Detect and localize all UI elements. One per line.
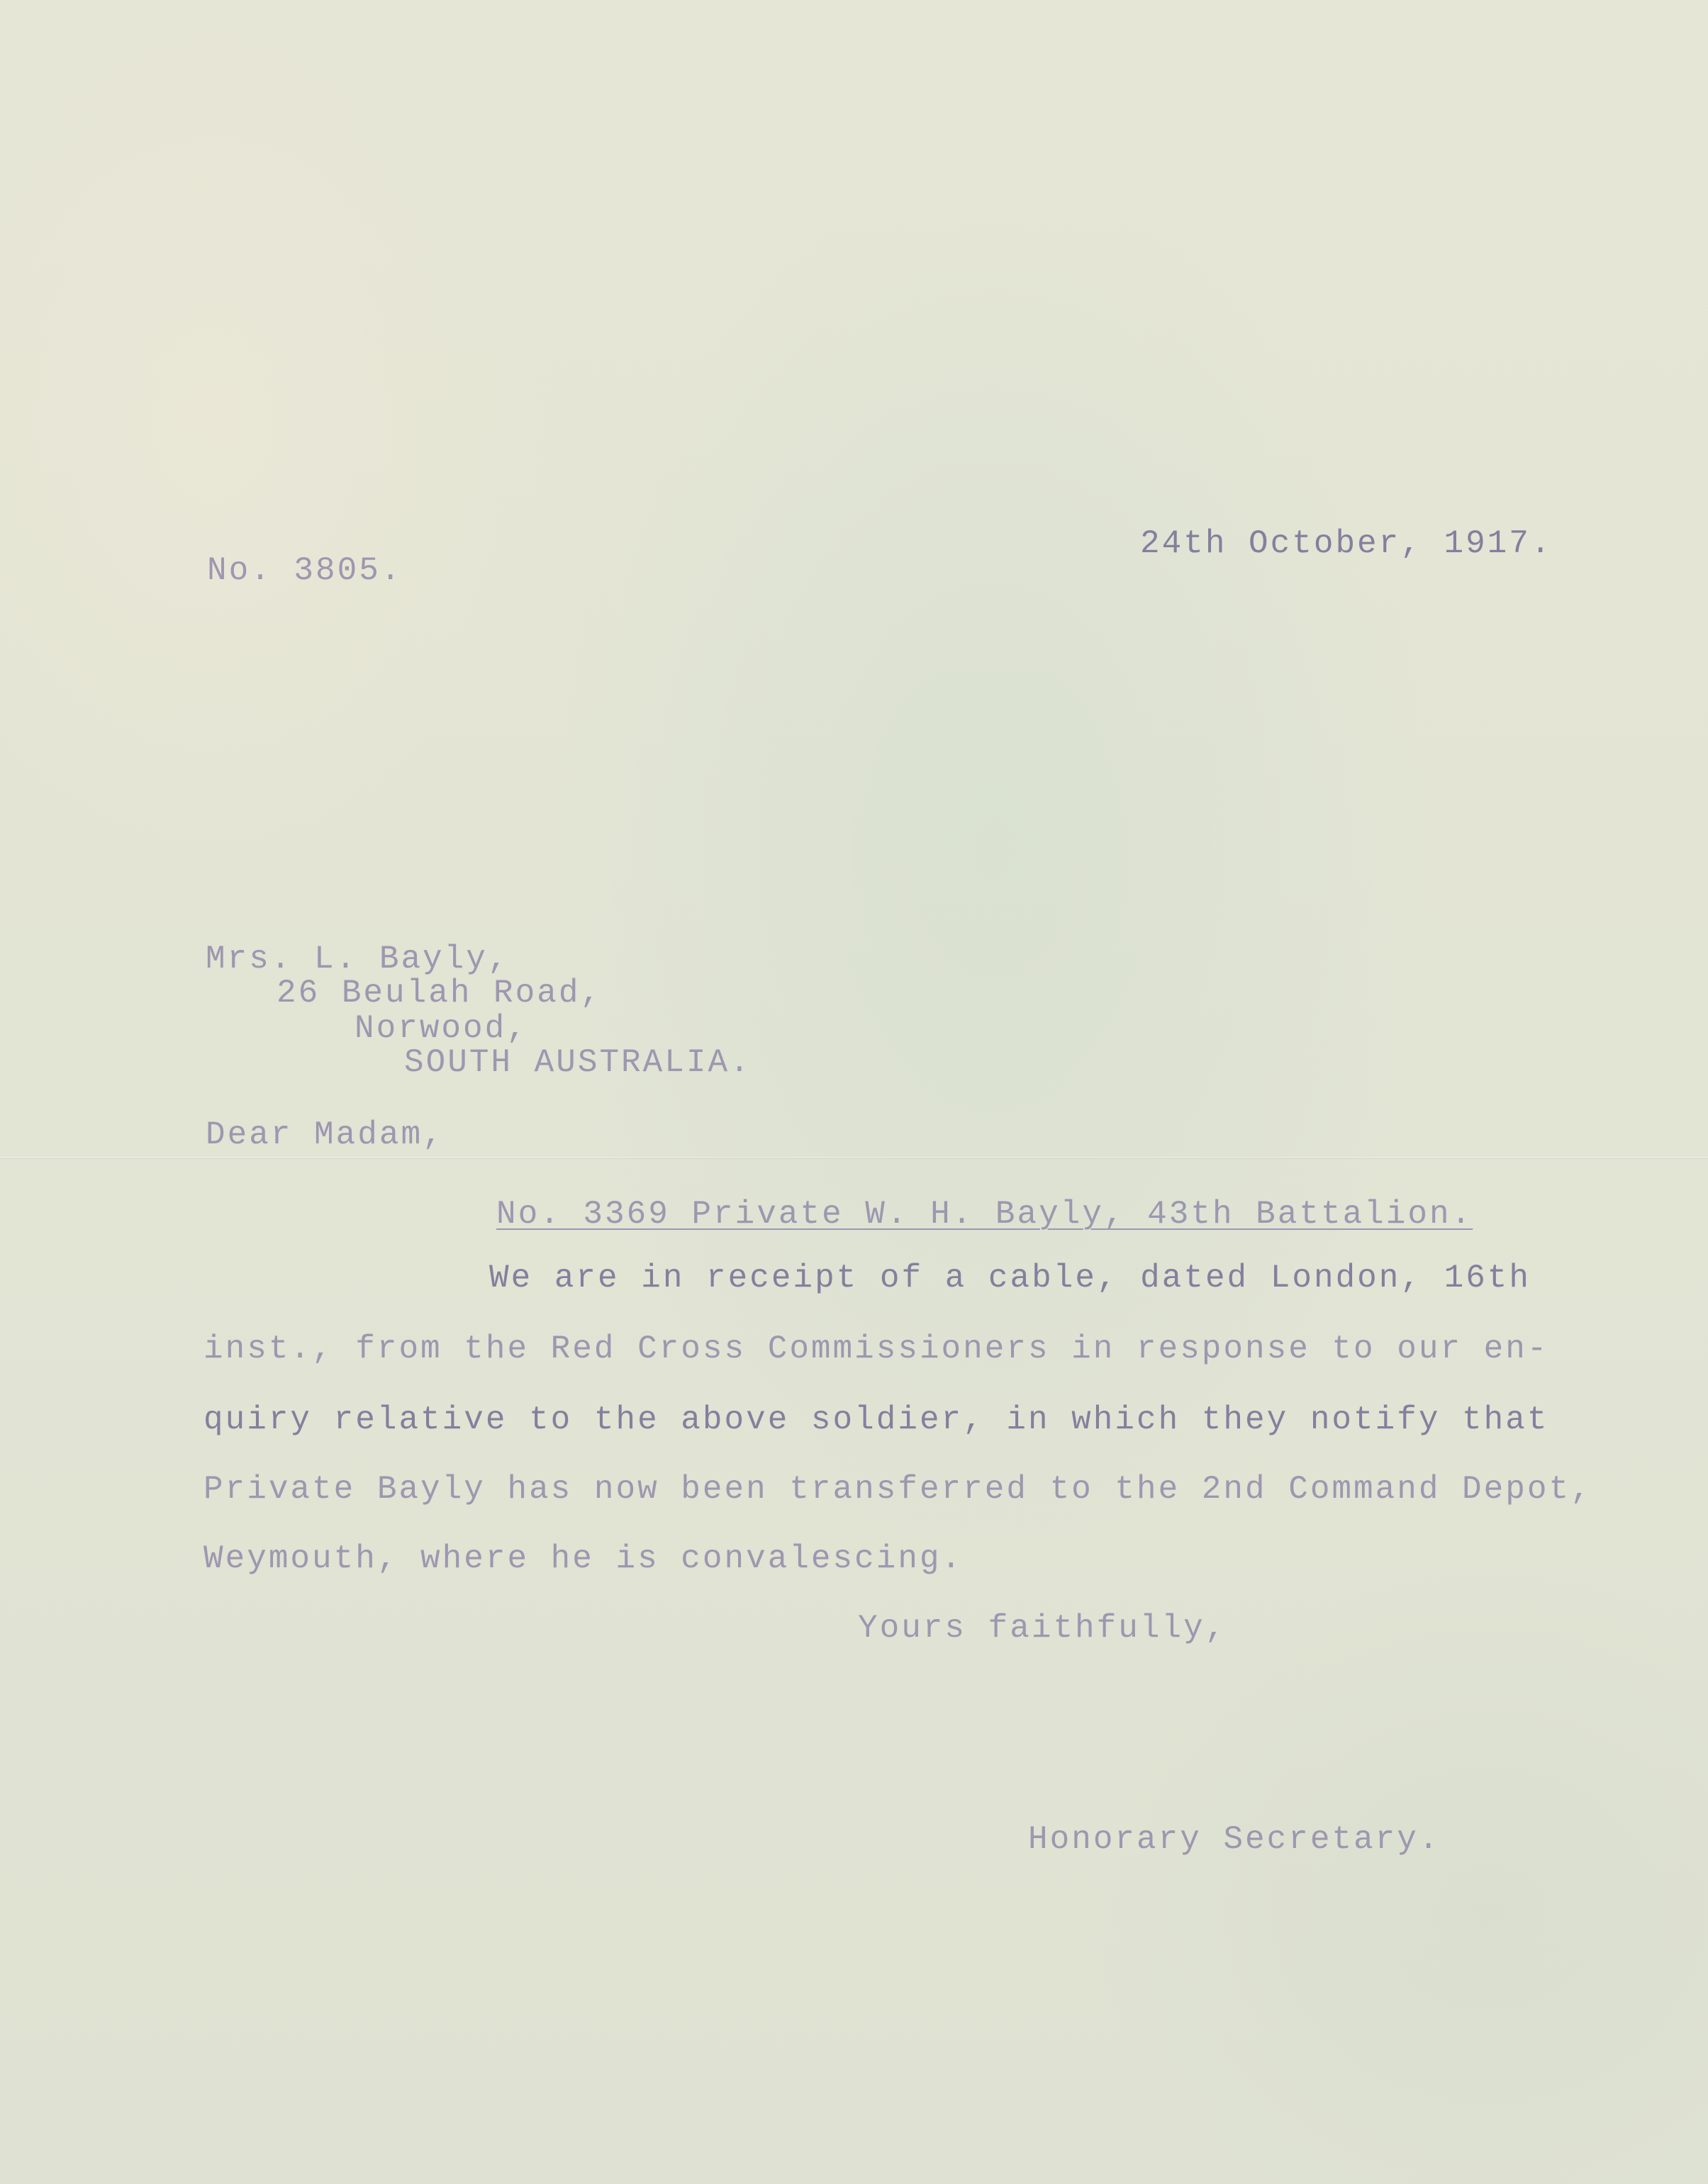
closing: Yours faithfully, [858,1610,1227,1647]
salutation: Dear Madam, [206,1116,445,1153]
body-line: We are in receipt of a cable, dated London, 16th [489,1260,1531,1297]
paper-fold-crease [0,1157,1708,1159]
recipient-suburb: Norwood, [355,1010,528,1047]
body-line: quiry relative to the above soldier, in which they notify that [203,1401,1549,1438]
recipient-street: 26 Beulah Road, [277,975,603,1012]
body-line: Private Bayly has now been transferred to the 2nd Command Depot, [203,1471,1592,1508]
body-line: inst., from the Red Cross Commissioners in response to our en- [203,1331,1549,1367]
reference-number: No. 3805. [207,552,403,589]
subject-line: No. 3369 Private W. H. Bayly, 43th Battalion. [496,1196,1473,1233]
recipient-state: SOUTH AUSTRALIA. [404,1044,752,1081]
signatory-title: Honorary Secretary. [1028,1821,1441,1858]
recipient-name: Mrs. L. Bayly, [206,941,510,978]
body-line: Weymouth, where he is convalescing. [203,1540,964,1577]
letter-date: 24th October, 1917. [1140,525,1553,562]
